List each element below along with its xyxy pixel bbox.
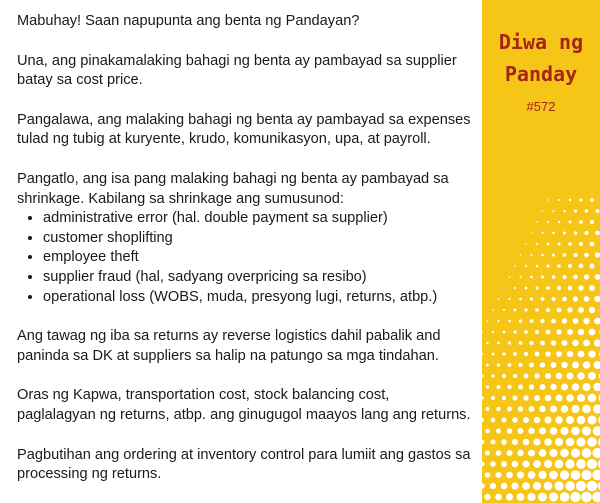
halftone-dot — [534, 417, 541, 424]
brand-sidebar — [482, 0, 600, 503]
halftone-dot — [582, 405, 591, 414]
halftone-dot — [549, 471, 558, 480]
halftone-dot — [576, 437, 585, 446]
halftone-dot — [528, 449, 535, 456]
halftone-dot — [556, 395, 563, 402]
halftone-dot — [580, 199, 583, 202]
halftone-dot — [584, 253, 589, 258]
halftone-dot — [533, 460, 541, 468]
halftone-dot — [513, 374, 517, 378]
halftone-dot — [508, 341, 511, 344]
halftone-dot — [485, 472, 491, 478]
halftone-dot — [571, 470, 581, 480]
paragraph-expenses: Pangalawa, ang malaking bahagi ng benta ay pambayad sa expenses tulad ng tubig at kuryente, krudo, komunikasyon, upa, at payroll. — [17, 111, 471, 148]
halftone-dot — [490, 483, 496, 489]
halftone-dot — [566, 416, 574, 424]
halftone-dot — [497, 320, 499, 322]
halftone-dot — [540, 384, 546, 390]
halftone-dot — [492, 353, 495, 356]
halftone-dot — [558, 199, 560, 201]
halftone-dot — [583, 340, 590, 347]
halftone-dot — [587, 459, 597, 469]
halftone-dot — [491, 418, 495, 422]
halftone-dot — [529, 384, 534, 389]
halftone-dot — [484, 494, 490, 500]
halftone-dot — [581, 470, 591, 480]
halftone-dot — [502, 374, 506, 378]
halftone-dot — [482, 461, 485, 466]
halftone-dot — [519, 276, 521, 278]
halftone-dot — [589, 329, 596, 336]
halftone-dot — [536, 243, 538, 245]
halftone-dot — [589, 307, 595, 313]
halftone-dot — [517, 471, 524, 478]
halftone-dot — [535, 352, 540, 357]
halftone-dot — [573, 318, 579, 324]
halftone-dot — [534, 395, 540, 401]
halftone-dot — [551, 319, 556, 324]
halftone-dot — [545, 395, 551, 401]
halftone-dot — [589, 285, 595, 291]
halftone-dot — [587, 437, 597, 447]
halftone-dot — [546, 286, 550, 290]
halftone-dot — [561, 405, 569, 413]
brand-title-line2: Panday — [504, 62, 578, 86]
halftone-dot — [551, 362, 557, 368]
list-item: • administrative error (hal. double payment sa supplier) — [43, 209, 472, 229]
halftone-dot — [584, 274, 589, 279]
halftone-dot — [560, 449, 569, 458]
halftone-dot — [538, 493, 547, 502]
halftone-dot — [482, 396, 484, 399]
halftone-dot — [514, 287, 516, 289]
halftone-dot — [584, 231, 588, 235]
halftone-dot — [573, 296, 578, 301]
halftone-dot — [582, 426, 591, 435]
halftone-dot — [528, 471, 536, 479]
list-item: • employee theft — [43, 248, 472, 268]
halftone-dot — [496, 407, 500, 411]
halftone-dot — [540, 319, 544, 323]
halftone-dot — [562, 318, 567, 323]
halftone-dot — [498, 298, 500, 300]
halftone-dot — [557, 286, 561, 290]
halftone-dot — [557, 242, 560, 245]
halftone-dot — [552, 253, 555, 256]
halftone-dot — [552, 275, 556, 279]
halftone-dot — [549, 492, 558, 501]
halftone-dot — [533, 438, 540, 445]
halftone-dot — [506, 450, 512, 456]
halftone-dot — [482, 418, 484, 422]
halftone-dot — [518, 385, 523, 390]
halftone-dot — [594, 318, 600, 325]
halftone-dot — [519, 298, 522, 301]
halftone-dot — [565, 481, 575, 491]
halftone-dot — [486, 342, 488, 344]
halftone-dot — [555, 438, 563, 446]
list-item: • operational loss (WOBS, muda, presyong lugi, returns, atbp.) — [43, 288, 472, 308]
halftone-dot — [507, 407, 512, 412]
halftone-dot — [592, 470, 600, 481]
paragraph-returns-cost: Oras ng Kapwa, transportation cost, stock balancing cost, paglalagyan ng returns, atbp. ang ginugugol maayos lang ang returns. — [17, 387, 471, 423]
halftone-dot — [574, 210, 577, 213]
halftone-dot — [501, 483, 508, 490]
halftone-dot — [547, 221, 549, 223]
halftone-dot — [569, 199, 571, 201]
halftone-dot — [501, 461, 507, 467]
halftone-dot — [572, 362, 579, 369]
halftone-dot — [508, 320, 511, 323]
halftone-dot — [530, 254, 532, 256]
halftone-dot — [546, 264, 549, 267]
halftone-dot — [584, 296, 590, 302]
halftone-dot — [556, 351, 562, 357]
halftone-dot — [577, 416, 586, 425]
halftone-dot — [518, 363, 522, 367]
paragraph-returns: Ang tawag ng iba sa returns ay reverse logistics dahil pabalik and paninda sa DK at suppliers sa halip na patungo sa mga tindahan. — [17, 328, 441, 364]
halftone-dot — [482, 331, 483, 333]
halftone-dot — [579, 264, 584, 269]
halftone-dot — [573, 253, 577, 257]
halftone-dot — [578, 307, 584, 313]
halftone-dot — [570, 492, 580, 502]
halftone-dot — [497, 363, 500, 366]
halftone-dot — [523, 417, 529, 423]
halftone-dot — [491, 374, 494, 377]
halftone-dot — [579, 220, 583, 224]
halftone-dot — [524, 308, 527, 311]
halftone-dot — [554, 481, 563, 490]
halftone-dot — [517, 428, 523, 434]
halftone-dot — [527, 493, 535, 501]
halftone-dot — [535, 308, 539, 312]
halftone-dot — [501, 439, 507, 445]
halftone-dot — [585, 209, 589, 213]
halftone-dot — [540, 341, 545, 346]
halftone-dot — [530, 319, 534, 323]
halftone-dot — [567, 351, 573, 357]
halftone-dot — [519, 341, 523, 345]
halftone-dot — [482, 483, 485, 489]
issue-number: #572 — [526, 99, 556, 114]
halftone-dot — [550, 427, 558, 435]
halftone-dot — [506, 493, 513, 500]
halftone-dot — [508, 363, 512, 367]
halftone-dot — [513, 396, 518, 401]
halftone-dot — [503, 309, 505, 311]
halftone-dot — [490, 461, 496, 467]
halftone-dot — [487, 320, 489, 322]
halftone-dot — [552, 232, 555, 235]
halftone-dot — [588, 394, 597, 403]
halftone-dot — [486, 364, 489, 367]
halftone-dot — [512, 439, 518, 445]
paragraph-supplier: Una, ang pinakamalaking bahagi ng benta ay pambayad sa supplier batay sa cost price. — [17, 52, 457, 89]
halftone-dot — [567, 373, 574, 380]
halftone-dot — [546, 330, 551, 335]
halftone-dot — [578, 285, 583, 290]
greeting-text: Mabuhay! Saan napupunta ang benta ng Pandayan? — [17, 13, 360, 29]
halftone-dot — [544, 460, 552, 468]
halftone-dot — [503, 287, 505, 289]
halftone-dot — [566, 438, 575, 447]
halftone-dot — [545, 351, 550, 356]
halftone-dot — [496, 450, 502, 456]
halftone-dot — [562, 297, 567, 302]
halftone-dot — [520, 254, 522, 256]
halftone-dot — [544, 482, 553, 491]
halftone-dot — [496, 429, 501, 434]
halftone-dot — [512, 417, 517, 422]
halftone-dot — [590, 220, 594, 224]
halftone-dot — [592, 448, 600, 458]
halftone-dot — [495, 494, 502, 501]
brand-title-line1: Diwa ng — [498, 30, 584, 54]
halftone-dot — [549, 449, 557, 457]
halftone-dot — [555, 416, 563, 424]
halftone-dot — [572, 383, 579, 390]
halftone-dot — [535, 330, 539, 334]
halftone-dot — [523, 395, 528, 400]
halftone-dot — [589, 263, 594, 268]
halftone-dot — [490, 439, 495, 444]
halftone-dot — [513, 352, 517, 356]
halftone-dot — [485, 429, 489, 433]
halftone-dot — [533, 482, 541, 490]
halftone-dot — [547, 243, 550, 246]
halftone-dot — [593, 426, 600, 436]
halftone-dot — [522, 460, 529, 467]
halftone-dot — [502, 418, 507, 423]
halftone-dot — [556, 329, 561, 334]
halftone-dot — [506, 472, 513, 479]
halftone-dot — [583, 318, 589, 324]
halftone-dot — [507, 385, 511, 389]
halftone-dot — [544, 416, 551, 423]
halftone-dot — [595, 231, 600, 236]
halftone-dot — [567, 307, 572, 312]
halftone-dot — [568, 286, 573, 291]
halftone-dot — [563, 210, 565, 212]
halftone-dot — [558, 221, 561, 224]
halftone-dot — [541, 275, 544, 278]
halftone-dot — [583, 383, 591, 391]
shrinkage-list — [17, 209, 472, 307]
list-item: • supplier fraud (hal, sadyang overpricing sa resibo) — [43, 268, 472, 288]
halftone-dot — [529, 363, 534, 368]
halftone-dot — [530, 297, 533, 300]
halftone-dot — [485, 450, 490, 455]
halftone-dot — [553, 210, 555, 212]
halftone-dot — [595, 252, 600, 257]
halftone-dot — [595, 209, 599, 213]
halftone-dot — [539, 427, 546, 434]
halftone-dot — [590, 198, 593, 201]
halftone-dot — [525, 265, 527, 267]
halftone-dot — [550, 406, 557, 413]
halftone-dot — [534, 373, 539, 378]
halftone-dot — [519, 319, 522, 322]
halftone-dot — [579, 242, 583, 246]
halftone-dot — [588, 350, 595, 357]
halftone-dot — [492, 309, 494, 311]
halftone-dot — [542, 210, 543, 211]
halftone-dot — [556, 373, 562, 379]
halftone-dot — [518, 406, 523, 411]
halftone-dot — [530, 276, 533, 279]
halftone-dot — [593, 404, 600, 413]
halftone-dot — [571, 448, 580, 457]
halftone-dot — [551, 340, 556, 345]
halftone-dot — [577, 394, 585, 402]
halftone-dot — [560, 427, 568, 435]
halftone-dot — [497, 385, 501, 389]
halftone-dot — [578, 351, 585, 358]
halftone-dot — [546, 308, 550, 312]
halftone-dot — [594, 296, 600, 302]
halftone-dot — [592, 492, 600, 503]
halftone-dot — [492, 331, 494, 333]
halftone-dot — [502, 352, 505, 355]
halftone-dot — [482, 440, 484, 445]
halftone-dot — [541, 297, 545, 301]
halftone-dot — [568, 220, 571, 223]
halftone-dot — [568, 264, 572, 268]
halftone-dot — [555, 460, 564, 469]
halftone-dot — [486, 407, 490, 411]
halftone-dot — [524, 330, 528, 334]
halftone-dot — [513, 330, 516, 333]
halftone-dot — [561, 384, 568, 391]
halftone-dot — [561, 362, 567, 368]
halftone-dot — [524, 374, 529, 379]
halftone-dot — [528, 428, 535, 435]
halftone-dot — [587, 481, 598, 492]
halftone-dot — [491, 396, 495, 400]
halftone-dot — [576, 459, 586, 469]
halftone-dot — [523, 439, 530, 446]
halftone-dot — [525, 243, 527, 245]
halftone-dot — [539, 449, 547, 457]
halftone-dot — [557, 308, 562, 313]
brand-title — [482, 26, 600, 90]
halftone-dot — [595, 274, 600, 280]
halftone-dot — [508, 298, 510, 300]
halftone-dot — [562, 275, 566, 279]
article-body — [17, 12, 472, 485]
halftone-dot — [502, 396, 506, 400]
halftone-dot — [572, 340, 578, 346]
halftone-dot — [563, 253, 567, 257]
halftone-dot — [512, 461, 519, 468]
halftone-dot — [582, 448, 592, 458]
halftone-dot — [566, 394, 573, 401]
halftone-dot — [583, 361, 590, 368]
halftone-dot — [562, 340, 568, 346]
paragraph-ordering: Pagbutihan ang ordering at inventory control para lumiit ang gastos sa processing ng returns. — [17, 446, 471, 483]
halftone-dot — [593, 383, 600, 391]
halftone-dot — [486, 385, 489, 388]
halftone-dot — [594, 361, 600, 369]
halftone-dot — [509, 276, 511, 278]
paragraph-shrinkage: Pangatlo, ang isa pang malaking bahagi ng benta ay pambayad sa shrinkage. Kabilang sa shrinkage ang sumusunod: — [17, 170, 449, 207]
halftone-dot — [535, 286, 538, 289]
halftone-dot — [574, 231, 578, 235]
halftone-dot — [495, 472, 501, 478]
halftone-dot — [578, 329, 584, 335]
halftone-dot — [587, 415, 596, 424]
halftone-dot — [525, 287, 528, 290]
halftone-dot — [517, 493, 525, 501]
halftone-dot — [524, 352, 528, 356]
halftone-dot — [581, 492, 592, 503]
halftone-dot — [529, 341, 533, 345]
halftone-dot — [497, 342, 500, 345]
halftone-dot — [529, 406, 535, 412]
halftone-dot — [550, 384, 556, 390]
halftone-dot — [567, 329, 573, 335]
halftone-dot — [560, 492, 570, 502]
halftone-dot — [557, 264, 561, 268]
halftone-dot — [507, 428, 513, 434]
halftone-dot — [563, 231, 566, 234]
list-item: • customer shoplifting — [43, 229, 472, 249]
halftone-dot — [590, 242, 595, 247]
halftone-dot — [482, 353, 483, 355]
halftone-dot — [571, 405, 579, 413]
halftone-dot — [547, 199, 548, 200]
halftone-dot — [573, 275, 578, 280]
halftone-dot — [531, 232, 533, 234]
halftone-dot — [522, 482, 530, 490]
halftone-dot — [542, 232, 544, 234]
halftone-dot — [511, 482, 518, 489]
halftone-dot — [536, 265, 539, 268]
halftone-dot — [576, 481, 586, 491]
halftone-dot — [541, 254, 544, 257]
halftone-dot — [565, 459, 574, 468]
halftone-dot — [482, 375, 483, 378]
halftone-dot — [544, 438, 552, 446]
halftone-dot — [514, 309, 517, 312]
halftone-dot — [540, 362, 545, 367]
halftone-dot — [571, 427, 580, 436]
halftone-dot — [539, 406, 545, 412]
halftone-dot — [514, 265, 516, 267]
halftone-dot — [503, 331, 506, 334]
halftone-dot — [538, 471, 546, 479]
halftone-dot — [594, 339, 600, 346]
halftone-dot — [545, 373, 551, 379]
halftone-dot — [560, 470, 569, 479]
halftone-dot — [536, 221, 537, 222]
halftone-dot — [568, 242, 572, 246]
halftone-dot — [577, 372, 584, 379]
halftone-dot — [588, 372, 596, 380]
halftone-dot — [517, 450, 524, 457]
halftone-dot — [551, 297, 555, 301]
